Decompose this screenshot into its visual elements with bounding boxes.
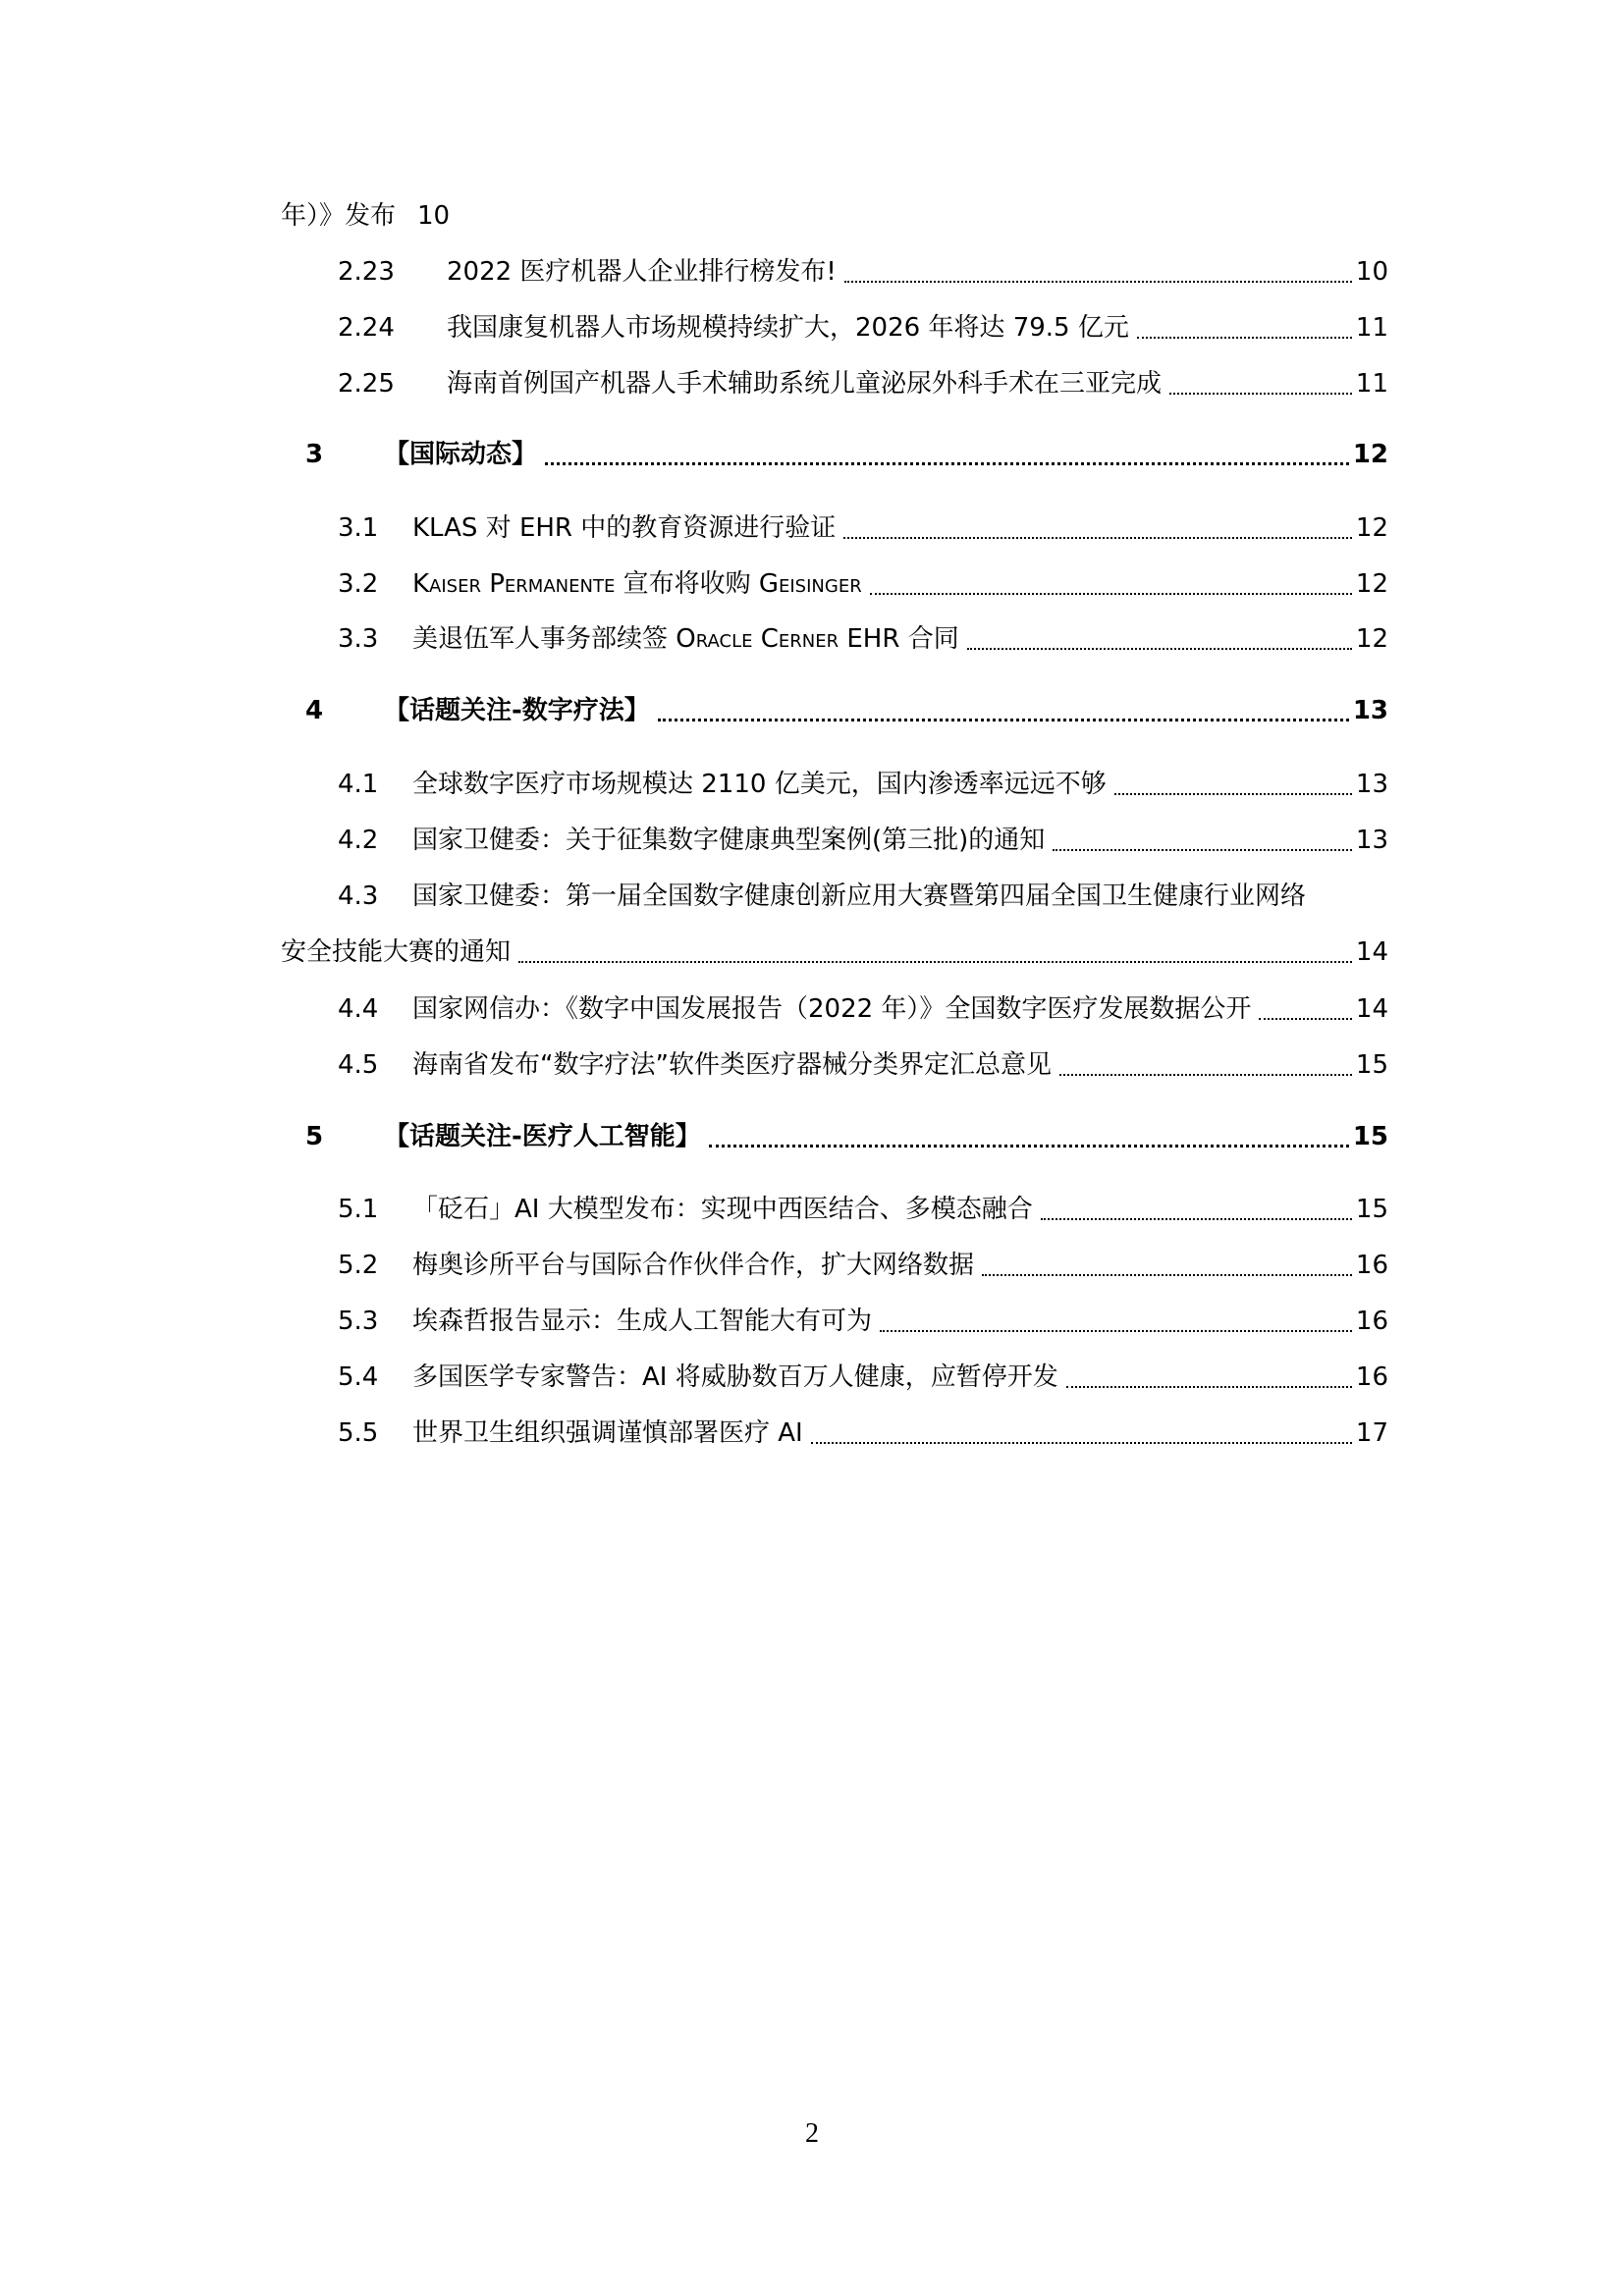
toc-entry-4-5[interactable]: [338, 1045, 1388, 1085]
toc-entry-5-4[interactable]: [338, 1358, 1388, 1397]
toc-entry-page: 11: [1355, 369, 1388, 399]
toc-entry-number: 4.1: [338, 770, 379, 799]
toc-entry-page: 11: [1355, 313, 1388, 343]
toc-entry-title: KLAS 对 EHR 中的教育资源进行验证: [412, 513, 837, 543]
toc-entry-number: 5.4: [338, 1362, 379, 1392]
toc-entry-number: 4.4: [338, 994, 379, 1024]
toc-section-number: 4: [305, 696, 324, 725]
toc-entry-page: 13: [1355, 770, 1388, 799]
toc-dot-leader: [811, 1442, 1352, 1444]
toc-dot-leader: [709, 1145, 1349, 1148]
toc-section-number: 3: [305, 440, 324, 469]
toc-entry-title: 我国康复机器人市场规模持续扩大，2026 年将达 79.5 亿元: [447, 313, 1129, 343]
toc-section-page: 13: [1352, 696, 1388, 725]
toc-entry-page: 16: [1355, 1307, 1388, 1336]
toc-entry-page: 16: [1355, 1362, 1388, 1392]
toc-entry-number: 3.3: [338, 624, 379, 654]
toc-section-5[interactable]: [305, 1117, 1388, 1156]
toc-entry-title: 美退伍军人事务部续签 Oracle Cerner EHR 合同: [412, 624, 959, 654]
toc-entry-4-3-line2[interactable]: [281, 933, 1388, 972]
toc-entry-3-2[interactable]: [338, 564, 1388, 604]
toc-dot-leader: [967, 648, 1352, 650]
toc-entry-title-continued: 安全技能大赛的通知: [281, 937, 512, 967]
toc-entry-number: 4.2: [338, 826, 379, 855]
toc-dot-leader: [1053, 849, 1352, 851]
page-number: 2: [805, 2118, 819, 2149]
toc-dot-leader: [1059, 1074, 1352, 1076]
toc-dot-leader: [1259, 1018, 1351, 1020]
toc-entry-2-24[interactable]: [338, 308, 1388, 347]
toc-entry-title: 全球数字医疗市场规模达 2110 亿美元，国内渗透率远远不够: [412, 770, 1107, 799]
toc-entry-3-1[interactable]: [338, 508, 1388, 548]
toc-entry-page: 16: [1355, 1251, 1388, 1280]
toc-dot-leader: [843, 537, 1352, 539]
toc-dot-leader: [1041, 1218, 1352, 1220]
toc-entry-number: 5.2: [338, 1251, 379, 1280]
toc-entry-number: 2.25: [338, 369, 395, 399]
toc-dot-leader: [1137, 337, 1352, 339]
toc-dot-leader: [1169, 393, 1352, 395]
toc-entry-title: 2022 医疗机器人企业排行榜发布!: [447, 257, 837, 287]
toc-entry-2-23[interactable]: [338, 252, 1388, 292]
toc-entry-title: 埃森哲报告显示：生成人工智能大有可为: [412, 1307, 873, 1336]
toc-entry-title: 国家网信办：《数字中国发展报告（2022 年）》全国数字医疗发展数据公开: [412, 994, 1252, 1024]
toc-entry-number: 4.5: [338, 1050, 379, 1080]
toc-entry-title: 梅奥诊所平台与国际合作伙伴合作，扩大网络数据: [412, 1251, 975, 1280]
toc-entry-5-5[interactable]: [338, 1414, 1388, 1453]
toc-entry-page: 12: [1355, 569, 1388, 599]
toc-entry-page: 13: [1355, 826, 1388, 855]
toc-entry-page: 14: [1355, 994, 1388, 1024]
toc-entry-title: 国家卫健委：第一届全国数字健康创新应用大赛暨第四届全国卫生健康行业网络: [412, 881, 1307, 911]
toc-continuation-page: 10: [417, 201, 451, 231]
toc-entry-title: 海南首例国产机器人手术辅助系统儿童泌尿外科手术在三亚完成: [447, 369, 1163, 399]
toc-section-number: 5: [305, 1122, 324, 1151]
toc-dot-leader: [658, 719, 1349, 721]
toc-entry-number: 3.2: [338, 569, 379, 599]
toc-entry-page: 15: [1355, 1195, 1388, 1224]
toc-entry-number: 3.1: [338, 513, 379, 543]
toc-entry-5-2[interactable]: [338, 1246, 1388, 1285]
toc-entry-number: 5.1: [338, 1195, 379, 1224]
toc-dot-leader: [844, 281, 1352, 283]
toc-continuation-text: 年）》发布: [281, 201, 397, 231]
toc-entry-page: 12: [1355, 513, 1388, 543]
toc-dot-leader: [870, 593, 1352, 595]
toc-entry-page: 10: [1355, 257, 1388, 287]
toc-dot-leader: [880, 1330, 1352, 1332]
toc-section-title: 【国际动态】: [384, 440, 538, 469]
toc-section-title: 【话题关注-数字疗法】: [384, 696, 650, 725]
toc-entry-page: 17: [1355, 1418, 1388, 1448]
toc-entry-page: 14: [1355, 937, 1388, 967]
toc-dot-leader: [1066, 1386, 1352, 1388]
toc-entry-4-3-line1[interactable]: [338, 877, 1388, 916]
toc-entry-title: Kaiser Permanente 宣布将收购 Geisinger: [412, 569, 862, 599]
toc-entry-title: 海南省发布“数字疗法”软件类医疗器械分类界定汇总意见: [412, 1050, 1052, 1080]
toc-entry-title: 多国医学专家警告：AI 将威胁数百万人健康，应暂停开发: [412, 1362, 1058, 1392]
toc-section-3[interactable]: [305, 435, 1388, 474]
toc-entry-2-25[interactable]: [338, 364, 1388, 403]
toc-entry-page: 15: [1355, 1050, 1388, 1080]
toc-entry-title: 世界卫生组织强调谨慎部署医疗 AI: [412, 1418, 803, 1448]
toc-section-page: 15: [1352, 1122, 1388, 1151]
toc-entry-number: 4.3: [338, 881, 379, 911]
toc-continuation-line: [281, 196, 450, 236]
toc-dot-leader: [1114, 793, 1352, 795]
toc-entry-4-4[interactable]: [338, 989, 1388, 1029]
toc-entry-4-2[interactable]: [338, 821, 1388, 860]
toc-entry-title: 「砭石」AI 大模型发布：实现中西医结合、多模态融合: [412, 1195, 1033, 1224]
toc-section-page: 12: [1352, 440, 1388, 469]
toc-entry-4-1[interactable]: [338, 765, 1388, 804]
toc-entry-number: 2.24: [338, 313, 395, 343]
toc-entry-page: 12: [1355, 624, 1388, 654]
toc-entry-3-3[interactable]: [338, 619, 1388, 659]
toc-dot-leader: [545, 462, 1349, 465]
toc-entry-number: 5.3: [338, 1307, 379, 1336]
toc-entry-5-3[interactable]: [338, 1302, 1388, 1341]
toc-dot-leader: [518, 961, 1352, 963]
toc-entry-number: 2.23: [338, 257, 395, 287]
toc-section-title: 【话题关注-医疗人工智能】: [384, 1122, 701, 1151]
toc-entry-number: 5.5: [338, 1418, 379, 1448]
toc-section-4[interactable]: [305, 691, 1388, 730]
toc-entry-title: 国家卫健委：关于征集数字健康典型案例(第三批)的通知: [412, 826, 1046, 855]
toc-entry-5-1[interactable]: [338, 1190, 1388, 1229]
toc-dot-leader: [982, 1274, 1352, 1276]
